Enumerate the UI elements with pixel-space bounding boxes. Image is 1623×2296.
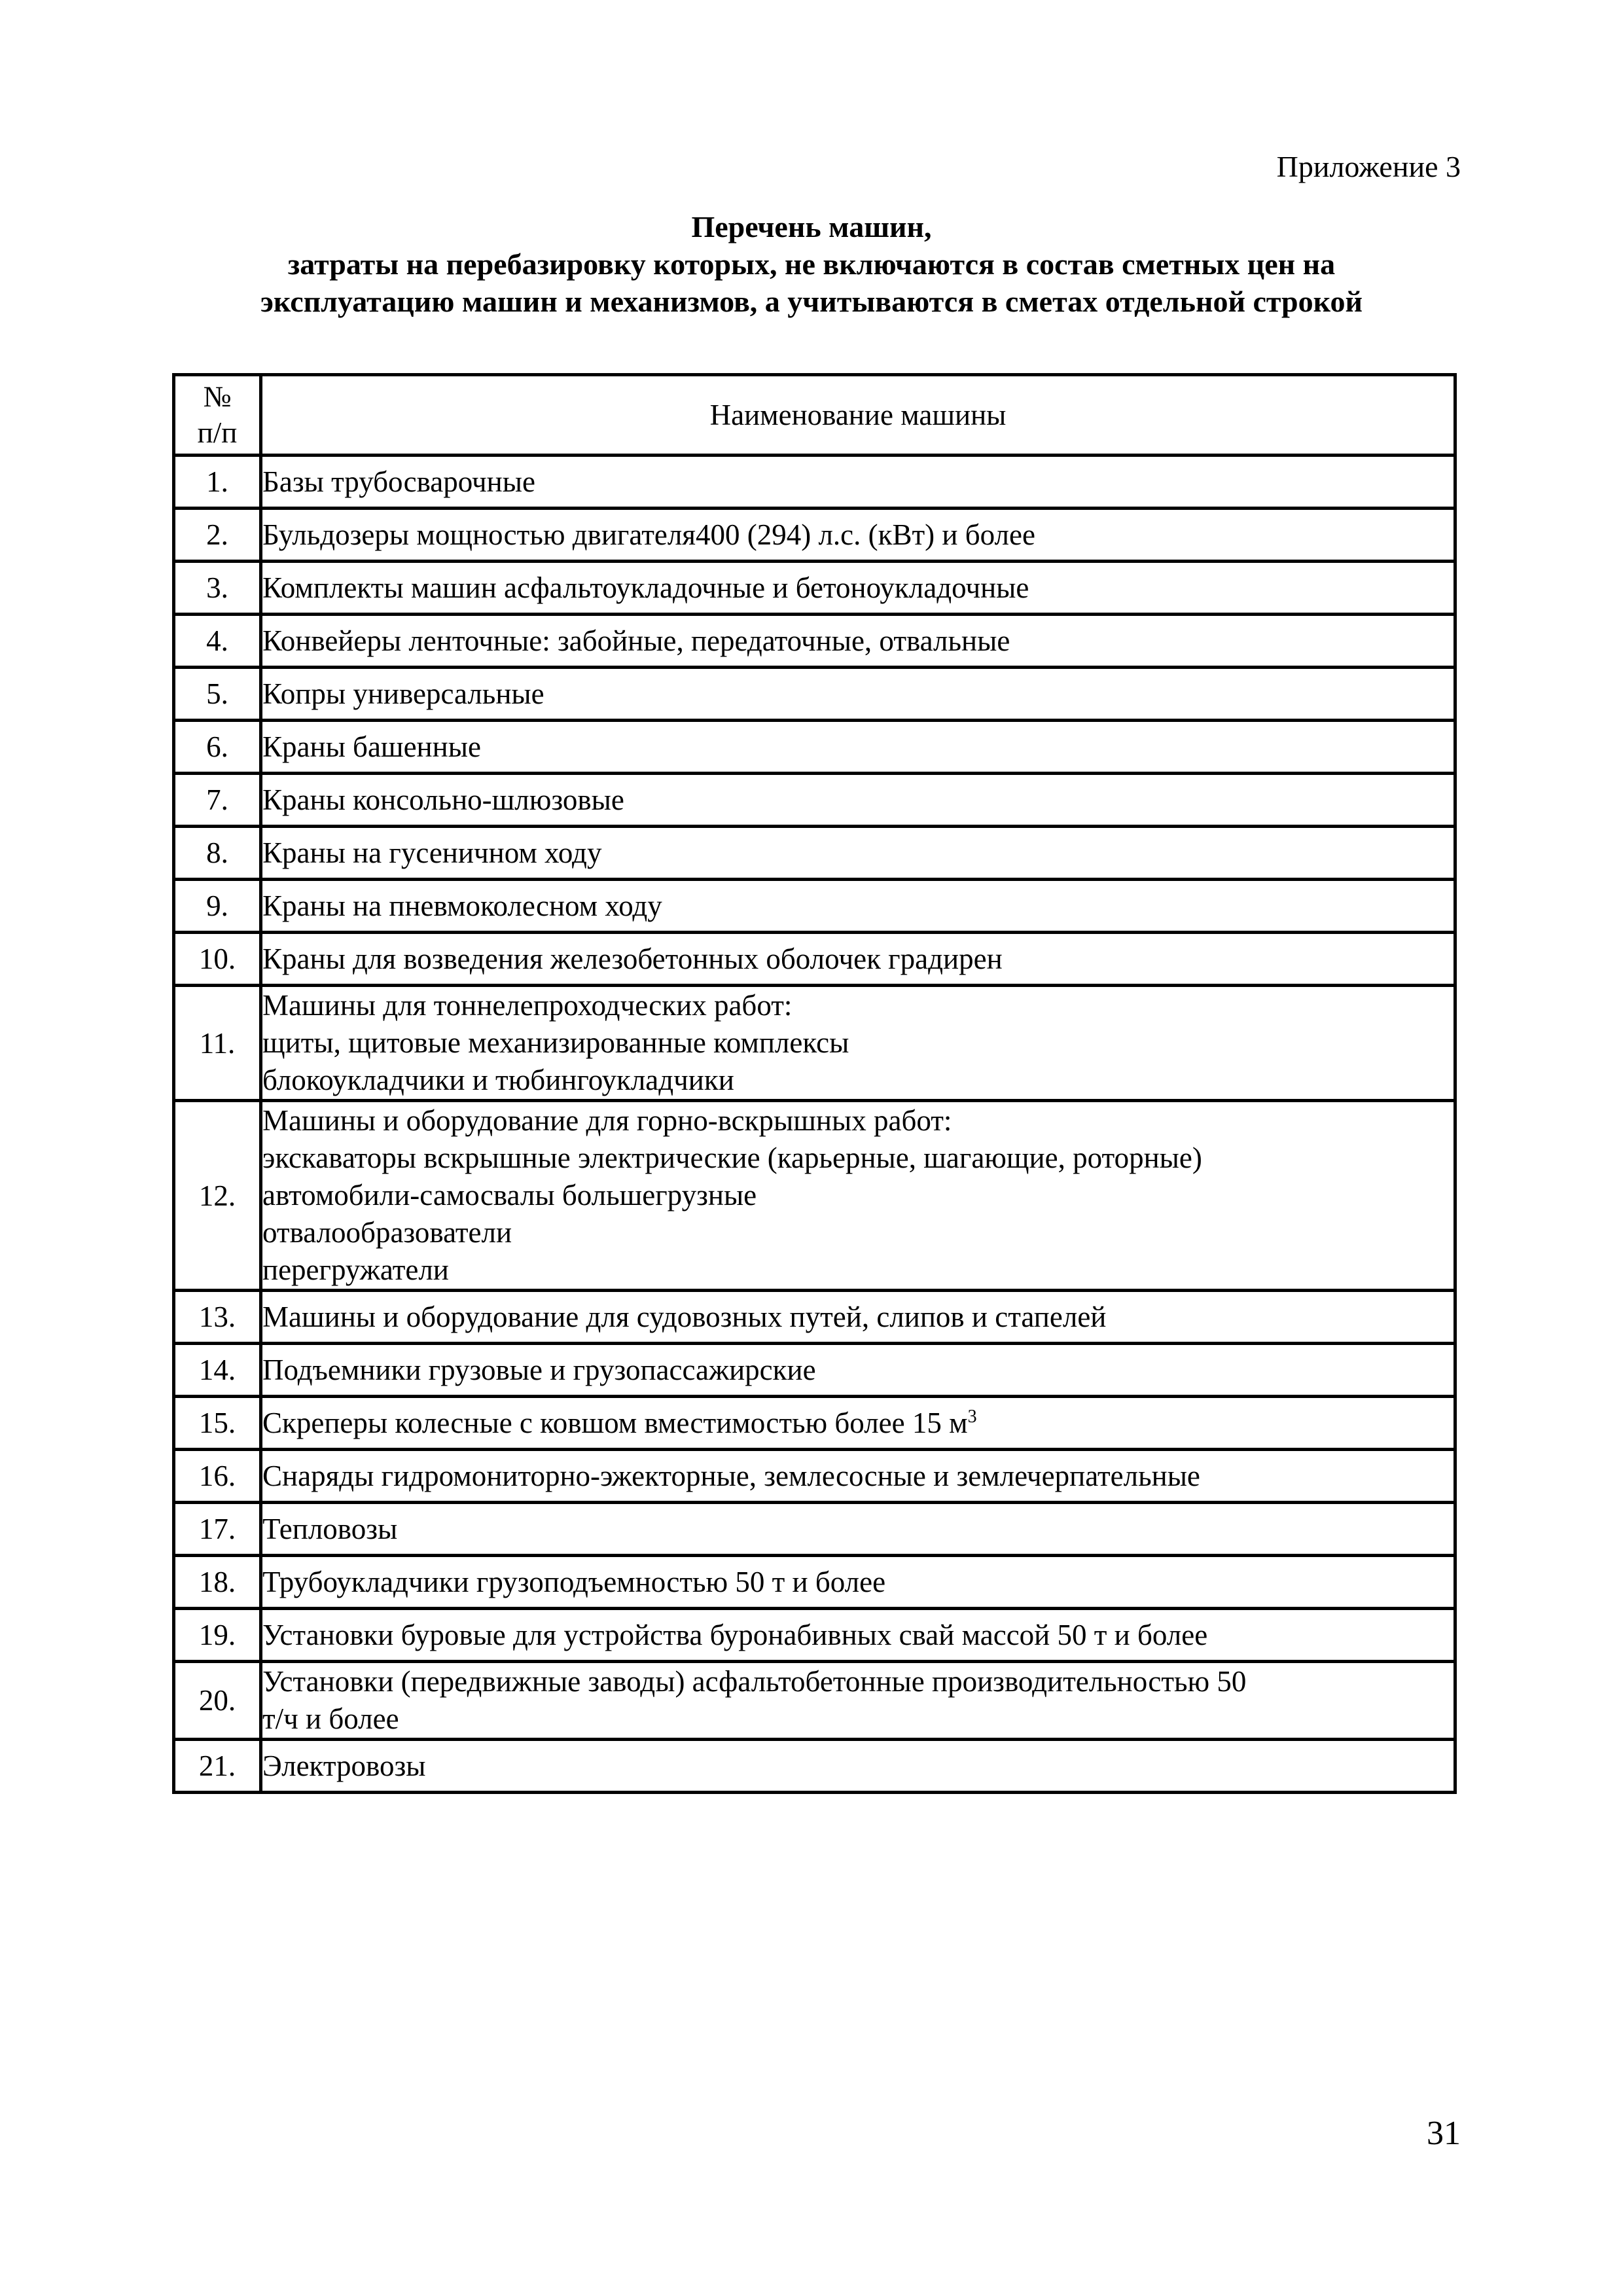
machine-name-text: автомобили-самосвалы большегрузные xyxy=(262,1179,757,1211)
machine-name-line xyxy=(262,516,1454,554)
machine-name-line xyxy=(262,1139,1454,1177)
machine-name-text: Бульдозеры мощностью двигателя400 (294) л.с. (кВт) и более xyxy=(262,518,1035,551)
machine-name-text: перегружатели xyxy=(262,1253,449,1286)
machine-name xyxy=(261,774,1455,827)
row-number: 14. xyxy=(174,1344,261,1397)
machine-name xyxy=(261,1450,1455,1503)
row-number: 7. xyxy=(174,774,261,827)
title-line-1: Перечень машин, xyxy=(691,210,932,243)
machine-name-line xyxy=(262,1458,1454,1495)
table-row xyxy=(174,562,1455,615)
machine-name-text: Машины и оборудование для горно-вскрышных работ: xyxy=(262,1104,952,1137)
table-row xyxy=(174,1450,1455,1503)
row-number: 15. xyxy=(174,1397,261,1450)
machine-name-line xyxy=(262,987,1454,1024)
machine-name-line xyxy=(262,1062,1454,1099)
machine-name-line xyxy=(262,941,1454,978)
machines-table xyxy=(172,373,1457,1794)
row-number: 13. xyxy=(174,1291,261,1344)
machine-name-line xyxy=(262,1511,1454,1548)
machine-name-text: Краны для возведения железобетонных оболочек градирен xyxy=(262,942,1003,975)
header-number xyxy=(174,375,261,456)
table-row xyxy=(174,774,1455,827)
machine-name-line xyxy=(262,1564,1454,1601)
table-row xyxy=(174,509,1455,562)
machine-name xyxy=(261,1609,1455,1662)
machine-name-line xyxy=(262,1748,1454,1785)
row-number: 11. xyxy=(174,986,261,1101)
machine-name-line xyxy=(262,1617,1454,1654)
machine-name-line xyxy=(262,1405,1454,1442)
machine-name-text: Конвейеры ленточные: забойные, передаточные, отвальные xyxy=(262,624,1010,657)
row-number: 20. xyxy=(174,1662,261,1740)
document-title xyxy=(162,208,1461,320)
machine-name xyxy=(261,721,1455,774)
row-number: 21. xyxy=(174,1740,261,1793)
table-row xyxy=(174,1662,1455,1740)
machine-name-text: Краны на гусеничном ходу xyxy=(262,836,602,869)
machine-name xyxy=(261,509,1455,562)
header-number-pp: п/п xyxy=(197,416,238,449)
header-machine-name: Наименование машины xyxy=(261,375,1455,456)
table-header-row xyxy=(174,375,1455,456)
row-number: 12. xyxy=(174,1101,261,1291)
machine-name-text: т/ч и более xyxy=(262,1702,399,1735)
row-number: 2. xyxy=(174,509,261,562)
machine-name xyxy=(261,1291,1455,1344)
machine-name xyxy=(261,880,1455,933)
superscript-exponent: 3 xyxy=(967,1406,977,1427)
machine-name xyxy=(261,562,1455,615)
machine-name-text: Электровозы xyxy=(262,1749,426,1782)
table-row xyxy=(174,1101,1455,1291)
machine-name xyxy=(261,827,1455,880)
machine-name-line xyxy=(262,1663,1454,1700)
table-row xyxy=(174,880,1455,933)
machine-name-text: Машины для тоннелепроходческих работ: xyxy=(262,989,793,1022)
table-row xyxy=(174,615,1455,668)
table-row xyxy=(174,1291,1455,1344)
machine-name-line xyxy=(262,781,1454,819)
table-row xyxy=(174,1503,1455,1556)
machine-name-text: Подъемники грузовые и грузопассажирские xyxy=(262,1353,816,1386)
machine-name-text: Тепловозы xyxy=(262,1512,398,1545)
row-number: 5. xyxy=(174,668,261,721)
machine-name-text: Краны башенные xyxy=(262,730,481,763)
machine-name-text: Трубоукладчики грузоподъемностью 50 т и более xyxy=(262,1565,886,1598)
page-number: 31 xyxy=(1427,2115,1461,2152)
table-row xyxy=(174,1609,1455,1662)
machine-name xyxy=(261,1662,1455,1740)
table-row xyxy=(174,933,1455,986)
machine-name-text: Установки буровые для устройства буронабивных свай массой 50 т и более xyxy=(262,1618,1208,1651)
machine-name-line xyxy=(262,1352,1454,1389)
machine-name-line xyxy=(262,569,1454,607)
machine-name-text: экскаваторы вскрышные электрические (карьерные, шагающие, роторные) xyxy=(262,1141,1202,1174)
machine-name-line xyxy=(262,1102,1454,1139)
table-row xyxy=(174,668,1455,721)
row-number: 6. xyxy=(174,721,261,774)
table-body xyxy=(174,456,1455,1793)
row-number: 18. xyxy=(174,1556,261,1609)
machine-name-text: Базы трубосварочные xyxy=(262,465,535,498)
table-row xyxy=(174,986,1455,1101)
machine-name-line xyxy=(262,1177,1454,1214)
machine-name-text: блокоукладчики и тюбингоукладчики xyxy=(262,1064,734,1096)
machine-name-text: Комплекты машин асфальтоукладочные и бетоноукладочные xyxy=(262,571,1029,604)
machine-name-line xyxy=(262,1024,1454,1062)
machine-name-line xyxy=(262,1700,1454,1738)
machine-name xyxy=(261,1344,1455,1397)
machine-name xyxy=(261,456,1455,509)
table-row xyxy=(174,721,1455,774)
machine-name-text: Копры универсальные xyxy=(262,677,544,710)
machine-name-line xyxy=(262,622,1454,660)
machine-name-text: Краны на пневмоколесном ходу xyxy=(262,889,662,922)
machine-name-text: Снаряды гидромониторно-эжекторные, землесосные и землечерпательные xyxy=(262,1459,1200,1492)
machine-name xyxy=(261,615,1455,668)
title-line-2: затраты на перебазировку которых, не включаются в состав сметных цен на xyxy=(287,247,1336,281)
machine-name xyxy=(261,1397,1455,1450)
machine-name-text: Краны консольно-шлюзовые xyxy=(262,783,624,816)
machine-name-text: Установки (передвижные заводы) асфальтобетонные производительностью 50 xyxy=(262,1665,1247,1698)
machine-name xyxy=(261,1101,1455,1291)
row-number: 4. xyxy=(174,615,261,668)
machine-name-line xyxy=(262,1214,1454,1251)
row-number: 8. xyxy=(174,827,261,880)
row-number: 16. xyxy=(174,1450,261,1503)
machine-name-text: щиты, щитовые механизированные комплексы xyxy=(262,1026,849,1059)
row-number: 3. xyxy=(174,562,261,615)
machine-name-line xyxy=(262,1251,1454,1289)
machine-name-line xyxy=(262,1299,1454,1336)
machine-name xyxy=(261,668,1455,721)
machine-name xyxy=(261,1556,1455,1609)
table-row xyxy=(174,456,1455,509)
machine-name xyxy=(261,933,1455,986)
machine-name xyxy=(261,1503,1455,1556)
machine-name-line xyxy=(262,888,1454,925)
row-number: 17. xyxy=(174,1503,261,1556)
table-row xyxy=(174,1397,1455,1450)
row-number: 10. xyxy=(174,933,261,986)
machine-name-line xyxy=(262,834,1454,872)
header-number-sign: № xyxy=(203,380,232,413)
table-row xyxy=(174,1740,1455,1793)
machine-name xyxy=(261,986,1455,1101)
row-number: 19. xyxy=(174,1609,261,1662)
row-number: 1. xyxy=(174,456,261,509)
machine-name-text: отвалообразователи xyxy=(262,1216,512,1249)
title-line-3: эксплуатацию машин и механизмов, а учитываются в сметах отдельной строкой xyxy=(260,285,1363,318)
table-row xyxy=(174,1344,1455,1397)
row-number: 9. xyxy=(174,880,261,933)
machine-name-line xyxy=(262,675,1454,713)
machine-name-text: Машины и оборудование для судовозных путей, слипов и стапелей xyxy=(262,1300,1107,1333)
machine-name-line xyxy=(262,463,1454,501)
machine-name-text: Скреперы колесные с ковшом вместимостью более 15 м xyxy=(262,1406,968,1439)
machine-name xyxy=(261,1740,1455,1793)
table-row xyxy=(174,1556,1455,1609)
table-row xyxy=(174,827,1455,880)
appendix-label: Приложение 3 xyxy=(1276,150,1461,183)
machine-name-line xyxy=(262,728,1454,766)
